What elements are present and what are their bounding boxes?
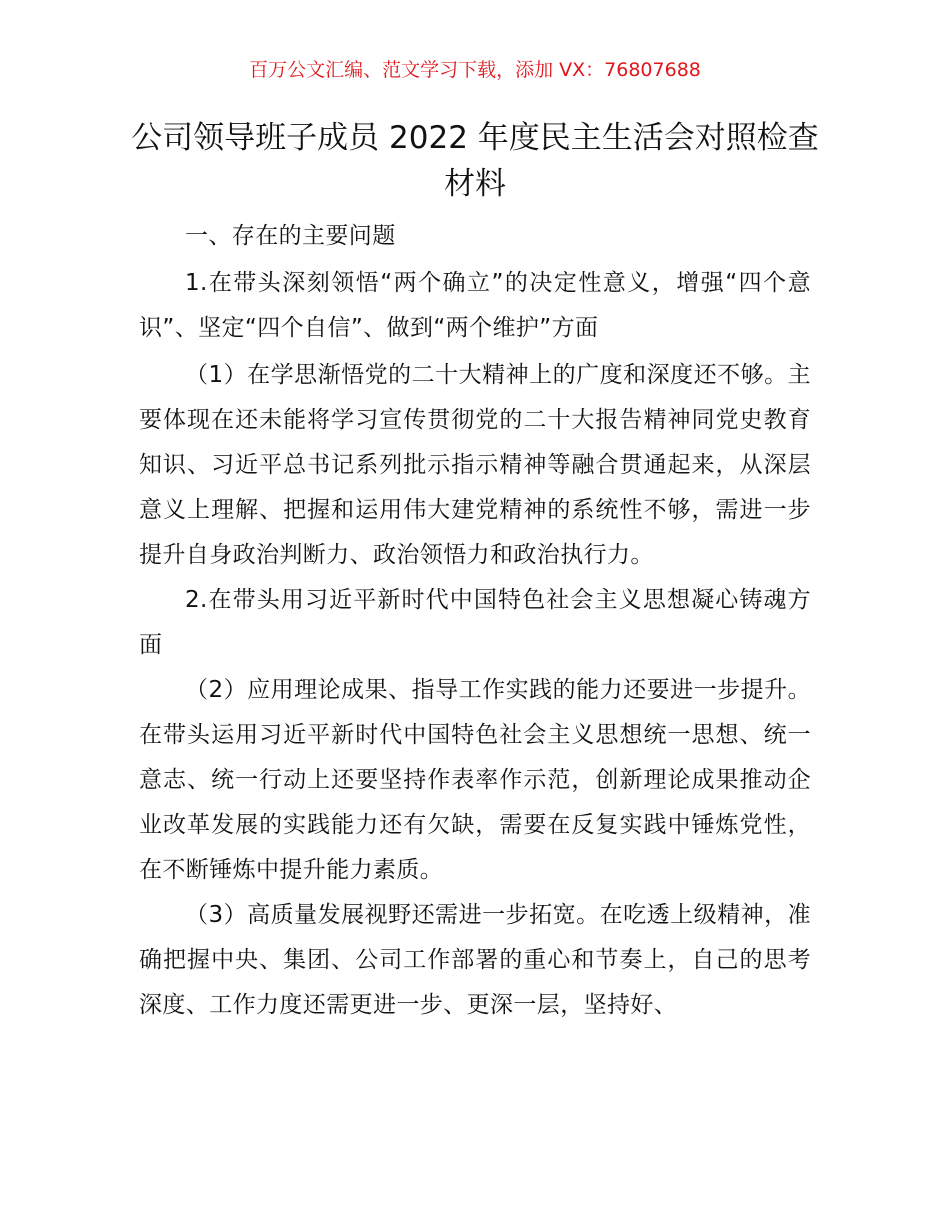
document-body (139, 214, 811, 1028)
body-paragraph: （1）在学思渐悟党的二十大精神上的广度和深度还不够。主要体现在还未能将学习宣传贯彻党的二十大报告精神同党史教育知识、习近平总书记系列批示指示精神等融合贯通起来，从深层意义上理解、把握和运用伟大建党精神的系统性不够，需进一步提升自身政治判断力、政治领悟力和政治执行力。 (139, 362, 811, 568)
subsection-heading: 1.在带头深刻领悟“两个确立”的决定性意义，增强“四个意识”、坚定“四个自信”、做到“两个维护”方面 (139, 270, 811, 341)
watermark-banner: 百万公文汇编、范文学习下载，添加 VX：76807688 (249, 59, 701, 81)
body-paragraph: （2）应用理论成果、指导工作实践的能力还要进一步提升。在带头运用习近平新时代中国特色社会主义思想统一思想、统一意志、统一行动上还要坚持作表率作示范，创新理论成果推动企业改革发展的实践能力还有欠缺，需要在反复实践中锤炼党性，在不断锤炼中提升能力素质。 (139, 677, 811, 883)
document-title: 公司领导班子成员 2022 年度民主生活会对照检查材料 (131, 120, 819, 202)
subsection-heading: 2.在带头用习近平新时代中国特色社会主义思想凝心铸魂方面 (139, 587, 811, 658)
section-heading: 一、存在的主要问题 (185, 223, 396, 249)
body-paragraph: （3）高质量发展视野还需进一步拓宽。在吃透上级精神，准确把握中央、集团、公司工作部署的重心和节奏上，自己的思考深度、工作力度还需更进一步、更深一层，坚持好、 (139, 902, 811, 1018)
